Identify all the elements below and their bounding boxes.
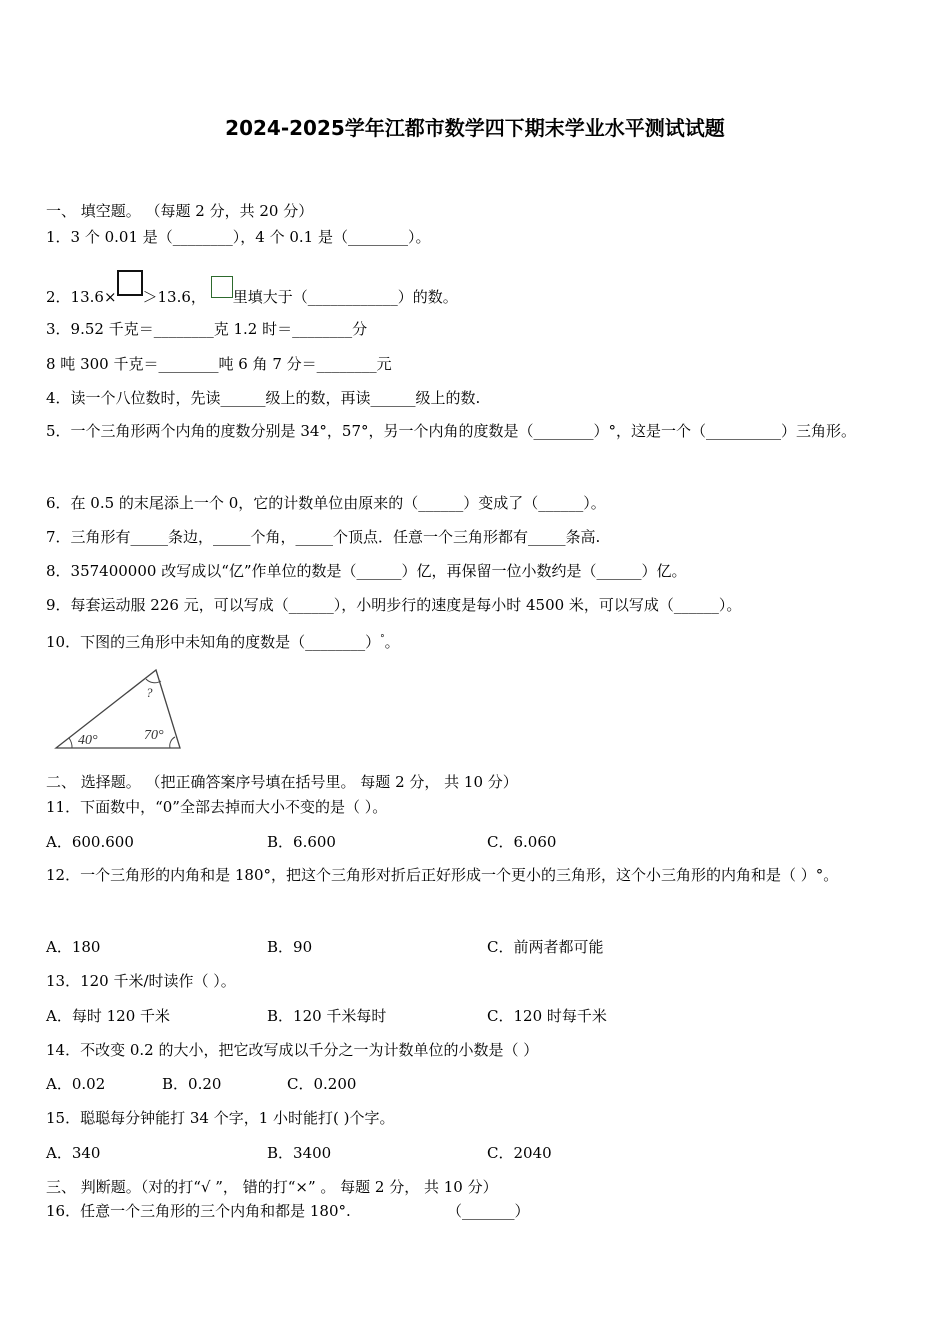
section-3-heading: 三、 判断题。（对的打“√ ”， 错的打“×” 。 每题 2 分， 共 10 分） [46,1178,498,1196]
angle-label-70: 70° [144,728,164,743]
angle-label-40: 40° [78,733,98,748]
question-13: 13．120 千米/时读作（ ）。 [46,972,236,990]
q13-option-b: B．120 千米每时 [267,1007,387,1025]
question-2 [46,270,458,307]
q2-part-a: 2．13.6× [46,288,117,306]
question-7: 7．三角形有_____条边，_____个角，_____个顶点．任意一个三角形都有_____条高. [46,528,601,546]
question-1: 1．3 个 0.01 是（________），4 个 0.1 是（________）。 [46,228,431,246]
triangle-figure [50,665,190,755]
question-8: 8．357400000 改写成以“亿”作单位的数是（______）亿，再保留一位小数约是（______）亿。 [46,562,687,580]
q13-option-a: A．每时 120 千米 [46,1007,170,1025]
q15-option-a: A．340 [46,1144,101,1162]
angle-label-unknown: ? [146,685,153,700]
angle-arc-right [170,737,175,748]
q16-answer-blank: （_______） [447,1202,530,1220]
q2-part-b: ＞13.6， [142,288,206,306]
question-6: 6．在 0.5 的末尾添上一个 0，它的计数单位由原来的（______）变成了（______）。 [46,494,606,512]
q12-option-a: A．180 [46,938,101,956]
q2-part-c: 里填大于（____________）的数。 [232,288,458,306]
question-9: 9．每套运动服 226 元，可以写成（______），小明步行的速度是每小时 4500 米，可以写成（______）。 [46,596,742,614]
q11-option-a: A．600.600 [46,833,134,851]
q12-option-c: C．前两者都可能 [487,938,604,956]
q14-option-a: A．0.02 [46,1075,106,1093]
angle-arc-left [69,738,72,748]
q14-option-c: C．0.200 [287,1075,357,1093]
question-3-line-1: 3．9.52 千克＝________克 1.2 时＝________分 [46,320,368,338]
question-10 [46,629,400,652]
q10-text: 10．下图的三角形中未知角的度数是（________） [46,633,381,651]
section-1-heading: 一、 填空题。 （每题 2 分，共 20 分） [46,202,314,220]
q10-end: 。 [384,633,400,651]
q15-option-c: C．2040 [487,1144,552,1162]
section-2-heading: 二、 选择题。 （把正确答案序号填在括号里。 每题 2 分， 共 10 分） [46,773,518,791]
q11-option-b: B．6.600 [267,833,336,851]
square-box-icon [117,270,143,296]
question-11: 11．下面数中，“0”全部去掉而大小不变的是（ ）。 [46,798,388,816]
question-14: 14．不改变 0.2 的大小，把它改写成以千分之一为计数单位的小数是（ ） [46,1041,539,1059]
question-12: 12．一个三角形的内角和是 180°，把这个三角形对折后正好形成一个更小的三角形，这个小三角形的内角和是（ ）°。 [46,866,839,884]
q13-option-c: C．120 时每千米 [487,1007,607,1025]
small-square-box-icon [211,276,233,298]
question-4: 4．读一个八位数时，先读______级上的数，再读______级上的数. [46,389,481,407]
q10-degree: ° [380,634,385,644]
question-5: 5．一个三角形两个内角的度数分别是 34°，57°，另一个内角的度数是（________）°，这是一个（__________）三角形。 [46,422,856,440]
question-3-line-2: 8 吨 300 千克＝________吨 6 角 7 分＝________元 [46,355,392,373]
q12-option-b: B．90 [267,938,313,956]
question-15: 15．聪聪每分钟能打 34 个字，1 小时能打( )个字。 [46,1109,395,1127]
q11-option-c: C．6.060 [487,833,557,851]
q15-option-b: B．3400 [267,1144,332,1162]
page-title: 2024-2025学年江都市数学四下期末学业水平测试试题 [225,116,725,140]
question-16: 16．任意一个三角形的三个内角和都是 180°. [46,1202,351,1220]
q14-option-b: B．0.20 [162,1075,222,1093]
